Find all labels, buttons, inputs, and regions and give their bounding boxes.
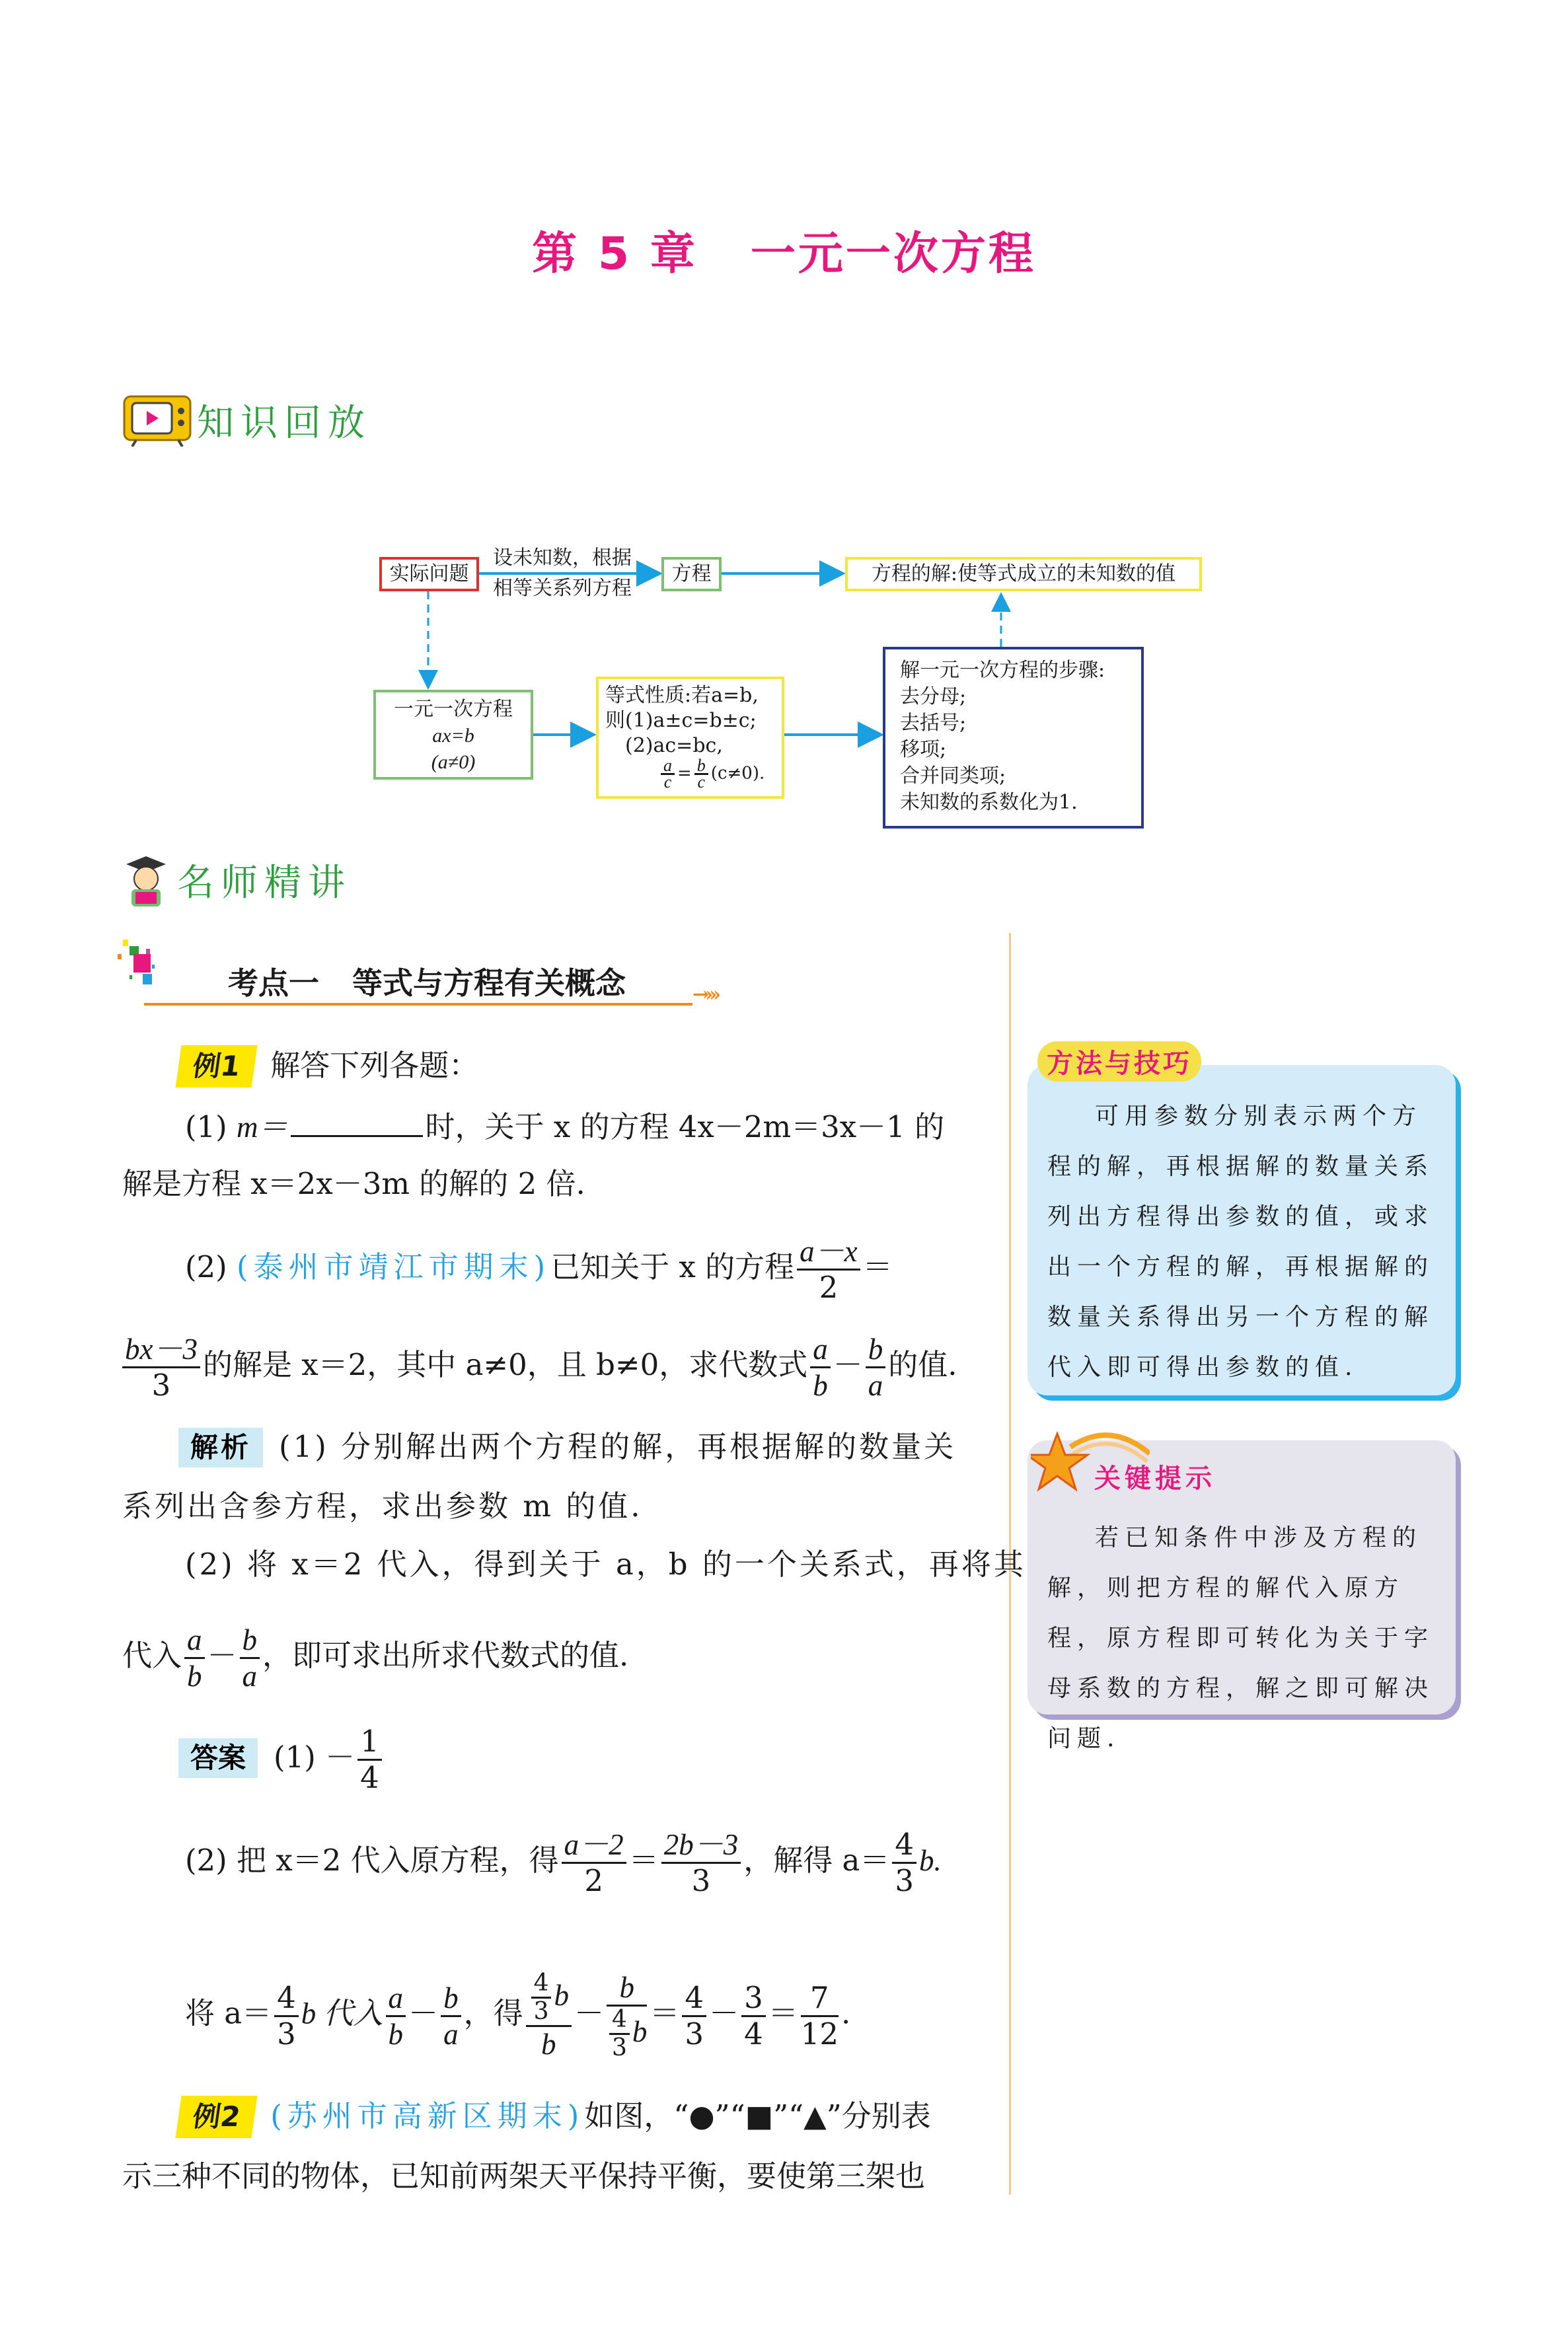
example2-header: 例2 (苏州市高新区期末)如图，“●”“■”“▲”分别表 bbox=[178, 2096, 931, 2138]
analysis-p1b: 系列出含参方程，求出参数 m 的值. bbox=[122, 1489, 643, 1524]
flow-equation: 方程 bbox=[661, 557, 722, 591]
answer-blank bbox=[291, 1106, 423, 1137]
section-lecture-heading: 名师精讲 bbox=[177, 862, 352, 904]
example1-q2-line2: $\frac{bx-3}{3}$ 的解是 x＝2，其中 a≠0，且 b≠0，求代数式 $\frac{a}{b}$ － $\frac{b}{a}$ 的值. bbox=[122, 1332, 957, 1403]
example2-label: 例2 bbox=[176, 2096, 258, 2138]
analysis-p1: 解析 (1) 分别解出两个方程的解，再根据解的数量关 bbox=[178, 1427, 956, 1467]
example1-q1: (1) m＝ 时，关于 x 的方程 4x－2m＝3x－1 的 bbox=[185, 1106, 944, 1147]
topic-heading: 考点一 等式与方程有关概念 bbox=[228, 965, 626, 1001]
chapter-title: 第 5 章 一元一次方程 bbox=[532, 228, 1036, 280]
analysis-p2: (2) 将 x＝2 代入，得到关于 a，b 的一个关系式，再将其 bbox=[185, 1547, 1026, 1582]
example2-line2: 示三种不同的物体，已知前两架天平保持平衡，要使第三架也 bbox=[122, 2159, 926, 2194]
key-hint-title: 关键提示 bbox=[1094, 1463, 1216, 1494]
analysis-label: 解析 bbox=[178, 1428, 263, 1467]
answer-3: 将 a＝ $\frac{4}{3}$ b 代入 $\frac{a}{b}$ － $\frac{b}{a}$ ，得 $\frac{4}{3}$ b b － b $\frac{4}{3}$ b ＝ $\frac{4}{3}$ － $\frac{3}{4}$ ＝ $\frac{7}{12}$ . bbox=[185, 1970, 851, 2061]
analysis-p3: 代入 $\frac{a}{b}$ － $\frac{b}{a}$ ，即可求出所求代数式的值. bbox=[122, 1623, 629, 1693]
flow-division-property: $\frac{a}{c}$ = $\frac{b}{c}$ (c≠0). bbox=[605, 758, 775, 790]
tips-box: 可用参数分别表示两个方程的解，再根据解的数量关系列出方程得出参数的值，或求出一个方程的解，再根据解的数量关系得出另一个方程的解代入即可得出参数的值. bbox=[1027, 1065, 1456, 1395]
example1-q1-line2: 解是方程 x＝2x－3m 的解的 2 倍. bbox=[122, 1166, 585, 1201]
example1-label: 例1 bbox=[176, 1045, 258, 1088]
flow-real-problem: 实际问题 bbox=[379, 557, 479, 591]
answer-label: 答案 bbox=[178, 1738, 258, 1778]
flow-solving-steps: 解一元一次方程的步骤: 去分母; 去括号; 移项; 合并同类项; 未知数的系数化为1. bbox=[883, 647, 1144, 829]
key-hint-box: 若已知条件中涉及方程的解，则把方程的解代入原方程，原方程即可转化为关于字母系数的方程，解之即可解决问题. bbox=[1027, 1440, 1456, 1715]
topic-arrow-icon: →››› bbox=[692, 983, 718, 1006]
topic-squares-icon bbox=[118, 940, 204, 1006]
answer-2: (2) 把 x＝2 代入原方程，得 $\frac{a-2}{2}$ ＝ $\frac{2b-3}{3}$ ，解得 a＝ $\frac{4}{3}$ b. bbox=[185, 1827, 942, 1898]
source-tag: (苏州市高新区期末) bbox=[270, 2098, 585, 2133]
example1-q2: (2) (泰州市靖江市期末)已知关于 x 的方程 $\frac{a-x}{2}$ ＝ bbox=[185, 1235, 893, 1305]
section-review-heading: 知识回放 bbox=[197, 402, 371, 445]
flow-solution: 方程的解:使等式成立的未知数的值 bbox=[845, 557, 1202, 591]
teacher-icon bbox=[120, 852, 172, 908]
source-tag: (泰州市靖江市期末) bbox=[237, 1249, 551, 1284]
example1-header: 例1 解答下列各题： bbox=[178, 1045, 478, 1088]
tips-title: 方法与技巧 bbox=[1037, 1041, 1201, 1082]
answer-1: 答案 (1) － $\frac{1}{4}$ bbox=[178, 1724, 385, 1795]
flow-linear-equation: 一元一次方程 ax=b (a≠0) bbox=[373, 690, 533, 780]
topic-underline bbox=[144, 1003, 692, 1006]
flow-edge-label: 设未知数，根据 相等关系列方程 bbox=[493, 546, 632, 600]
flow-equality-properties: 等式性质:若a=b, 则(1)a±c=b±c; (2)ac=bc, $\frac{a}{c}$ = $\frac{b}{c}$ (c≠0). bbox=[596, 677, 784, 799]
